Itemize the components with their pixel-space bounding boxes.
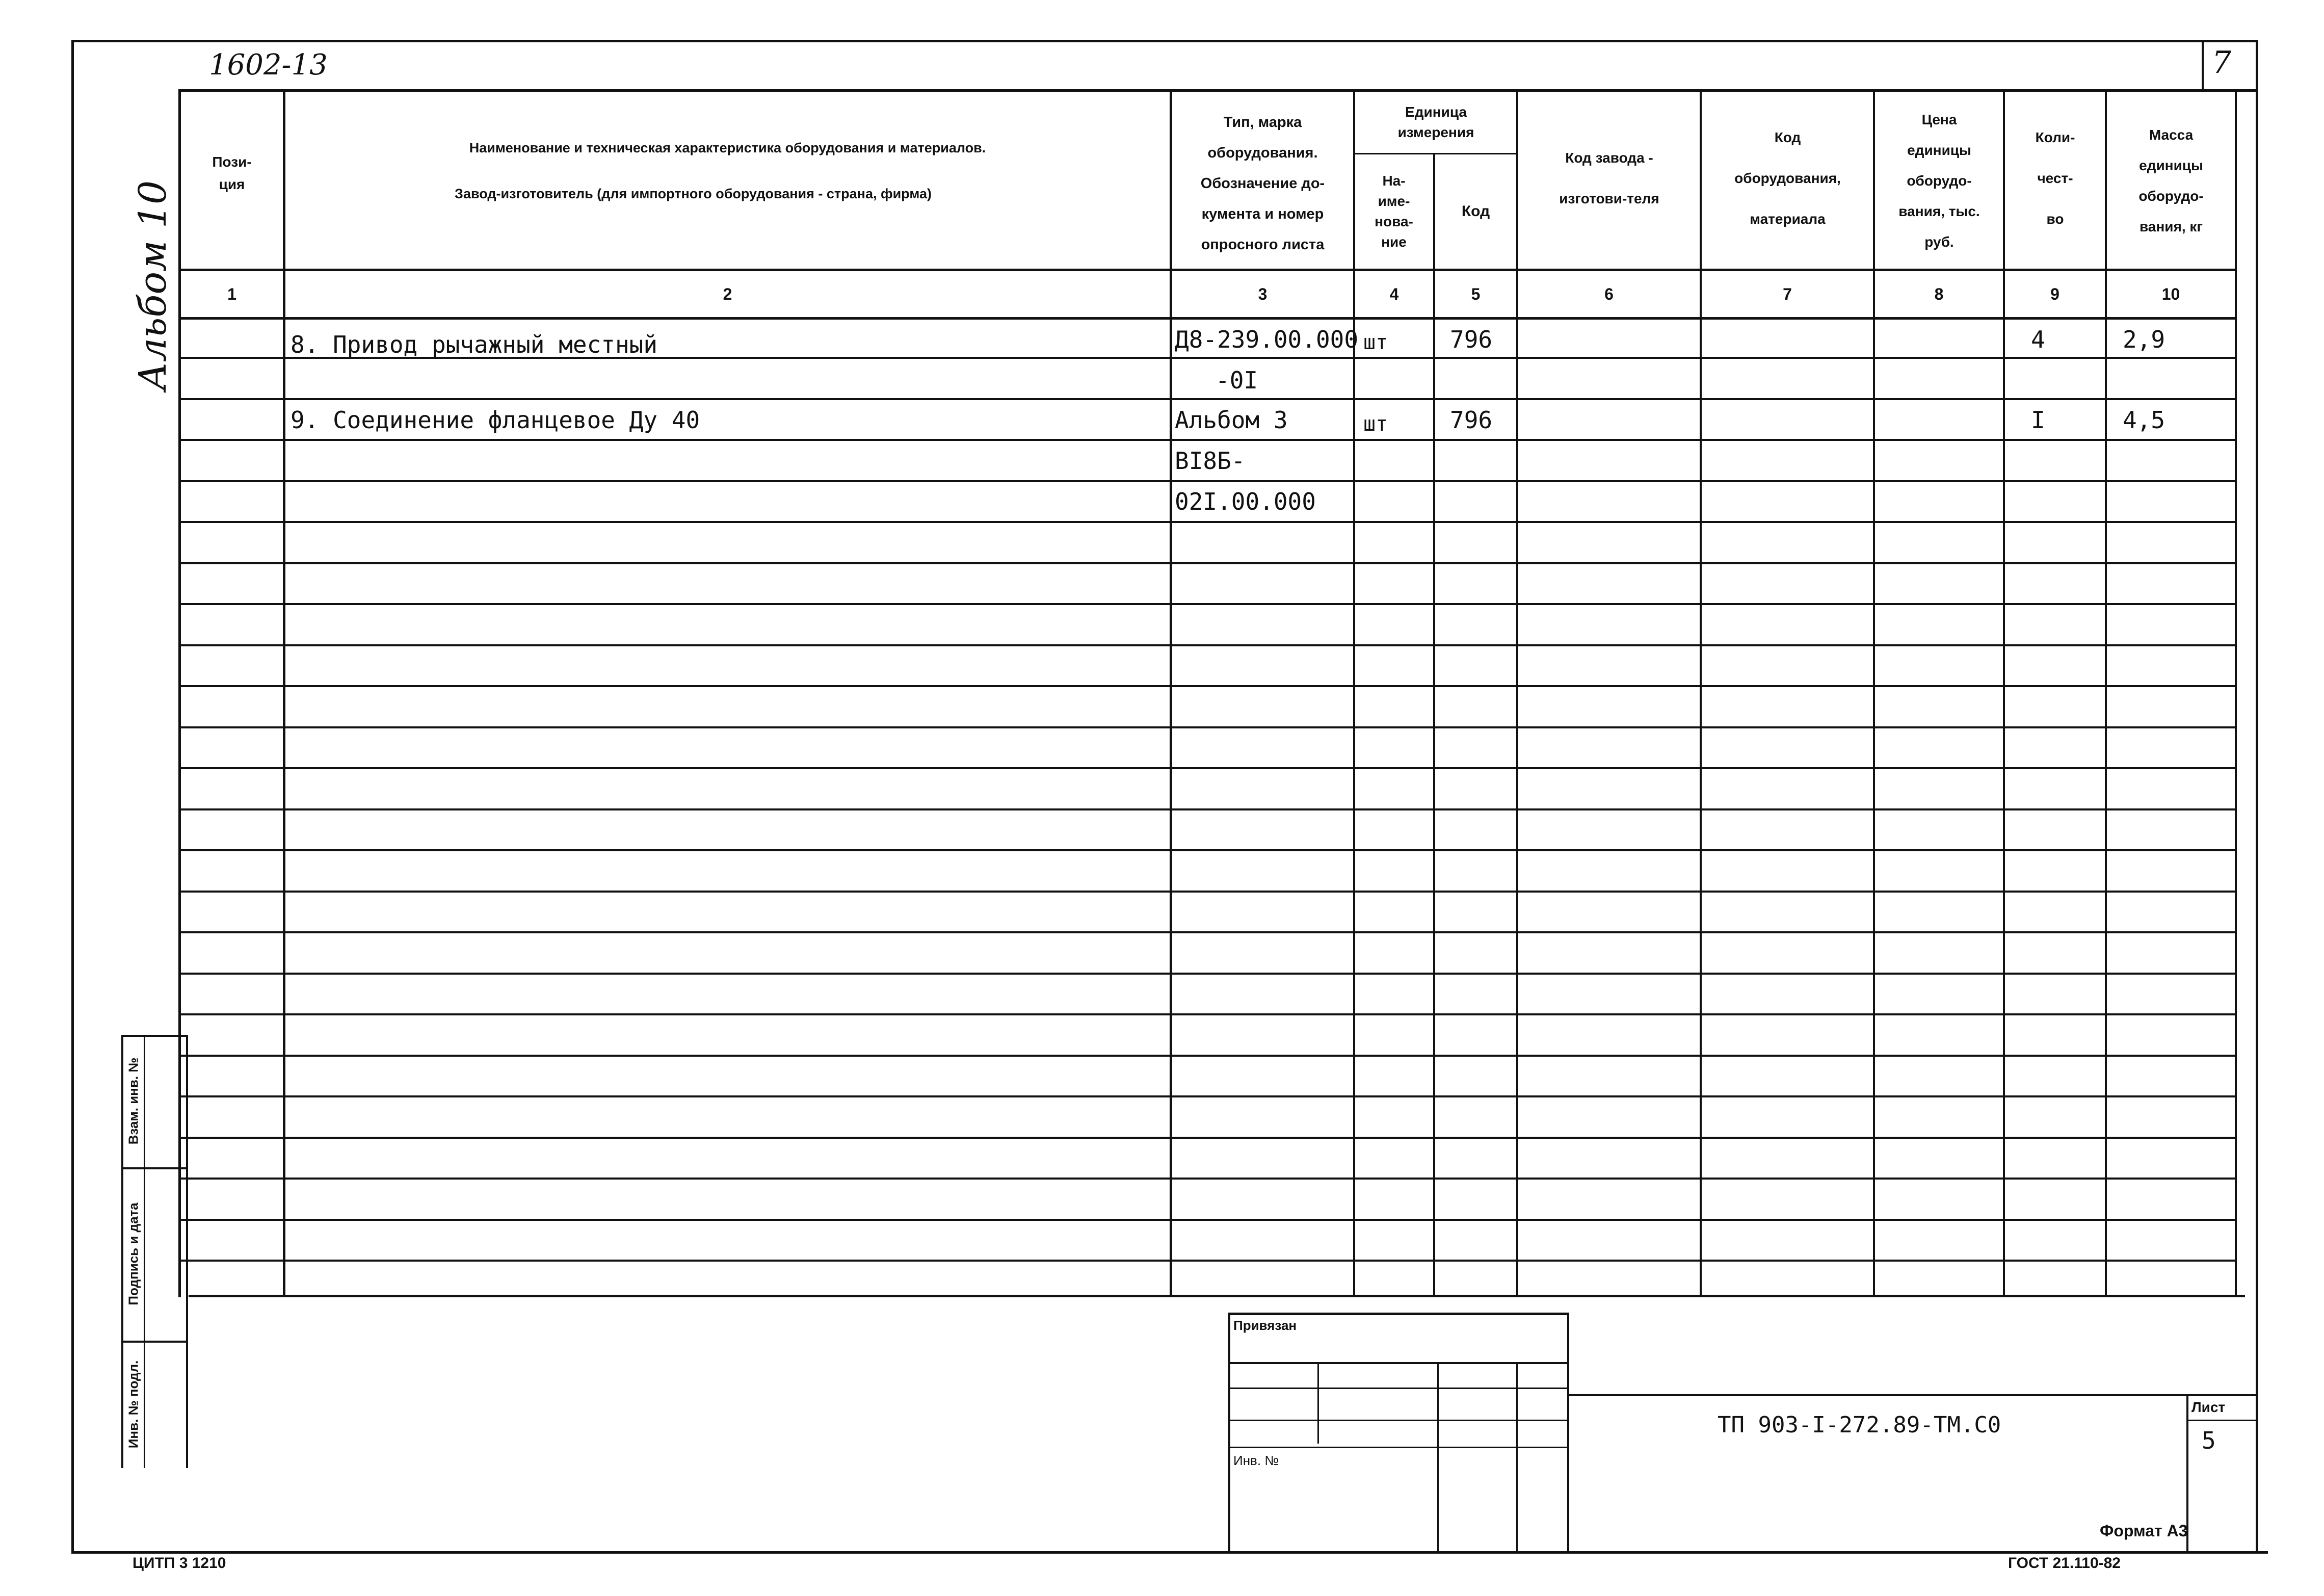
header-quantity: Коли-чест-во xyxy=(2035,129,2075,227)
col-line-5 xyxy=(1516,89,1518,1295)
table-top xyxy=(178,89,2256,92)
title-block-left xyxy=(1228,1313,1230,1552)
col-line-3 xyxy=(1353,89,1355,1295)
header-name-line2: Завод-изготовитель (для импортного оборудования - страна, фирма) xyxy=(455,186,932,201)
row-line xyxy=(181,480,2235,482)
colnum-2: 2 xyxy=(723,284,732,303)
footer-format: Формат А3 xyxy=(2100,1522,2188,1540)
document-code: ТП 903-I-272.89-ТМ.С0 xyxy=(1718,1412,2001,1438)
row-line xyxy=(181,1260,2235,1262)
colnum-8: 8 xyxy=(1934,284,1944,303)
row-9-qty: I xyxy=(2031,406,2045,434)
row-line xyxy=(181,931,2235,933)
album-note: Альбом 10 xyxy=(131,180,175,391)
row-9-name: 9. Соединение фланцевое Ду 40 xyxy=(290,406,700,434)
top-note: 1602-13 xyxy=(209,48,328,82)
row-line xyxy=(181,767,2235,769)
sheet-number: 5 xyxy=(2202,1427,2216,1454)
row-line xyxy=(181,849,2235,851)
side-stamp-vzam: Взам. инв. № xyxy=(125,1057,141,1145)
row-8-name: 8. Привод рычажный местный xyxy=(290,331,658,358)
side-stamp-mid xyxy=(144,1035,145,1468)
row-line xyxy=(181,398,2235,400)
row-line xyxy=(181,644,2235,646)
row-line xyxy=(181,685,2235,687)
header-price: Цена единицы оборудо-вания, тыс. руб. xyxy=(1898,112,1980,250)
row-8b-type: -0I xyxy=(1216,367,1258,394)
row-9-mass: 4,5 xyxy=(2123,406,2165,434)
row-line xyxy=(181,603,2235,605)
row-8-type: Д8-239.00.000 xyxy=(1175,326,1359,353)
row-line xyxy=(181,973,2235,975)
side-stamp-podpis: Подпись и дата xyxy=(125,1202,141,1305)
colnum-10: 10 xyxy=(2161,284,2180,303)
row-9c-type: 02I.00.000 xyxy=(1175,488,1316,515)
header-equipment-code: Код оборудования, материала xyxy=(1734,129,1841,227)
row-9-type: Альбом 3 xyxy=(1175,406,1288,434)
sheet-box-mid xyxy=(2186,1420,2258,1421)
col-line-1 xyxy=(283,89,285,1295)
title-block-v3 xyxy=(1516,1362,1518,1552)
row-9-code: 796 xyxy=(1450,406,1493,434)
row-9-unit: шт xyxy=(1363,412,1388,436)
header-unit-group: Единица измерения xyxy=(1397,104,1474,140)
col-line-4 xyxy=(1433,153,1435,1295)
corner-page-number: 7 xyxy=(2212,45,2232,81)
colnum-1: 1 xyxy=(227,284,236,303)
row-line xyxy=(181,726,2235,728)
row-line xyxy=(181,1055,2235,1057)
table-right xyxy=(2235,89,2237,1297)
col-line-2 xyxy=(1170,89,1172,1295)
row-line xyxy=(181,808,2235,810)
frame-right xyxy=(2256,40,2258,1554)
row-8-qty: 4 xyxy=(2031,326,2045,353)
colnum-5: 5 xyxy=(1471,284,1481,303)
header-type: Тип, марка оборудования. Обозначение до-кумента и номер опросного листа xyxy=(1200,114,1325,253)
row-9b-type: BI8Б- xyxy=(1175,447,1246,475)
row-line xyxy=(181,891,2235,893)
header-position: Пози-ция xyxy=(212,154,252,192)
title-block-top xyxy=(1228,1313,1567,1315)
frame-top xyxy=(71,40,2258,42)
row-line xyxy=(181,1219,2235,1221)
colnum-3: 3 xyxy=(1258,284,1267,303)
row-line xyxy=(181,1178,2235,1180)
row-line xyxy=(181,1095,2235,1097)
side-stamp-inv: Инв. № подл. xyxy=(125,1360,141,1449)
footer-gost: ГОСТ 21.110-82 xyxy=(2008,1555,2121,1572)
colnum-9: 9 xyxy=(2050,284,2059,303)
row-8-code: 796 xyxy=(1450,326,1493,353)
col-line-6 xyxy=(1700,89,1702,1295)
header-mass: Масса единицы оборудо-вания, кг xyxy=(2138,127,2204,234)
header-name-line1: Наименование и техническая характеристика оборудования и материалов. xyxy=(469,140,986,155)
colnum-6: 6 xyxy=(1604,284,1614,303)
side-stamp-top xyxy=(121,1035,188,1037)
side-stamp-div2 xyxy=(121,1341,188,1343)
corner-box-left xyxy=(2202,40,2204,91)
header-unit-code: Код xyxy=(1461,203,1490,220)
row-line xyxy=(181,1137,2235,1139)
header-unit-name: На-име-нова-ние xyxy=(1375,173,1413,250)
title-block-mid xyxy=(1567,1313,1569,1552)
col-line-9 xyxy=(2105,89,2107,1295)
row-line xyxy=(181,562,2235,564)
row-line xyxy=(181,439,2235,441)
privyazan-label: Привязан xyxy=(1233,1318,1297,1333)
frame-left xyxy=(71,40,74,1554)
header-factory-code: Код завода - изготови-теля xyxy=(1559,150,1659,206)
title-block-v1 xyxy=(1317,1362,1319,1444)
title-block-v2 xyxy=(1437,1362,1439,1552)
colnum-7: 7 xyxy=(1783,284,1792,303)
col-line-8 xyxy=(2003,89,2005,1295)
row-line xyxy=(181,1013,2235,1015)
colnum-bottom xyxy=(178,317,2235,320)
row-8-mass: 2,9 xyxy=(2123,326,2165,353)
col-line-7 xyxy=(1873,89,1875,1295)
frame-bottom xyxy=(71,1551,2268,1554)
side-stamp-div1 xyxy=(121,1167,188,1169)
title-block-wide xyxy=(1567,1394,2258,1396)
table-bottom xyxy=(189,1295,2245,1297)
side-stamp-left xyxy=(121,1035,123,1468)
sheet-label: Лист xyxy=(2191,1399,2226,1415)
row-8-unit: шт xyxy=(1363,331,1388,354)
inv-no-label: Инв. № xyxy=(1233,1453,1279,1468)
unit-group-divider xyxy=(1353,153,1516,154)
footer-left: ЦИТП 3 1210 xyxy=(133,1555,226,1572)
colnum-4: 4 xyxy=(1389,284,1399,303)
side-stamp-right xyxy=(186,1035,188,1468)
row-line xyxy=(181,521,2235,523)
